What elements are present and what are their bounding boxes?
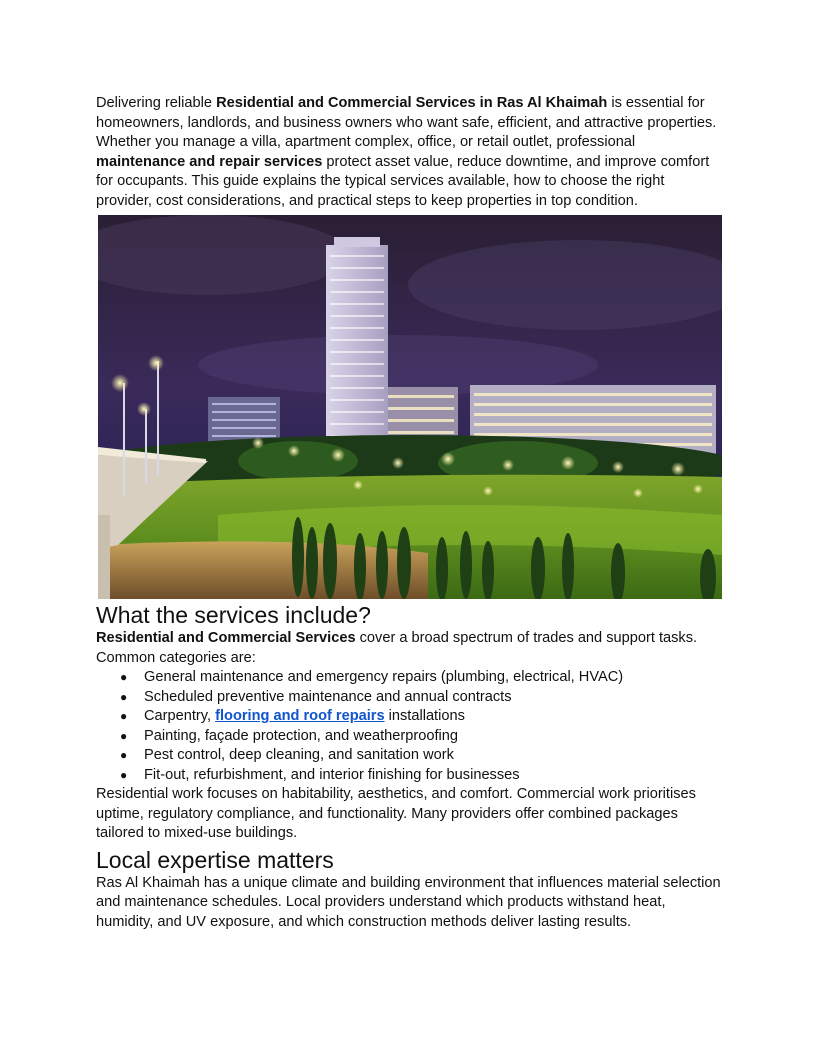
bullet-icon: ● [120, 689, 128, 704]
list-item [120, 766, 724, 786]
bullet-icon: ● [120, 728, 128, 743]
list-item [120, 707, 724, 727]
services-list [96, 668, 724, 785]
local-expertise-paragraph: Ras Al Khaimah has a unique climate and building environment that influences material selection and maintenance schedules. Local providers understand which products withstand heat, humidity, and UV exposure, and which construction methods deliver lasting results. [96, 874, 721, 930]
section-heading-services: What the services include? [96, 602, 371, 628]
services-lead-paragraph [96, 629, 724, 668]
list-item [120, 746, 724, 766]
bullet-icon: ● [120, 767, 128, 782]
intro-bold-1: Residential and Commercial Services in Ras Al Khaimah [216, 95, 608, 111]
list-item-text: Scheduled preventive maintenance and annual contracts [144, 688, 512, 705]
flooring-roof-repairs-link[interactable]: flooring and roof repairs [215, 708, 385, 724]
bullet-icon: ● [120, 748, 128, 762]
list-item [120, 727, 724, 747]
list-item [120, 668, 724, 688]
list-item-text: Carpentry, [144, 708, 216, 724]
document-page [96, 94, 724, 932]
list-item-text-after-link: installations [384, 708, 465, 724]
services-closing-paragraph: Residential work focuses on habitability, aesthetics, and comfort. Commercial work prioritises uptime, regulatory compliance, and functionality. Many providers offer combined packages tailored to mixed-use buildings. [96, 786, 696, 841]
services-lead-text: cover a broad spectrum of trades and support tasks. Common categories are: [96, 630, 698, 666]
list-item-text: General maintenance and emergency repairs (plumbing, electrical, HVAC) [144, 669, 624, 685]
hero-image [98, 215, 722, 599]
intro-text-1: Delivering reliable [96, 95, 217, 111]
intro-text-3: protect asset value, reduce downtime, and improve comfort for occupants. This guide explains the typical services available, how to choose the right provider, cost considerations, and practical steps to keep properties in top condition. [96, 153, 710, 209]
list-item-text: Fit-out, refurbishment, and interior finishing for businesses [144, 766, 520, 783]
list-item-text: Pest control, deep cleaning, and sanitation work [144, 747, 454, 763]
section-heading-local-expertise: Local expertise matters [96, 846, 334, 873]
intro-paragraph [96, 94, 724, 211]
bullet-icon: ● [120, 670, 128, 684]
bullet-icon: ● [120, 709, 128, 723]
services-lead-bold: Residential and Commercial Services [96, 630, 356, 646]
list-item [120, 688, 724, 708]
intro-text-2: is essential for homeowners, landlords, and business owners who want safe, efficient, and attractive properties. Whether you manage a villa, apartment complex, office, or retail outlet, professional [96, 95, 717, 150]
intro-bold-2: maintenance and repair services [96, 153, 323, 170]
list-item-text: Painting, façade protection, and weatherproofing [144, 727, 458, 744]
